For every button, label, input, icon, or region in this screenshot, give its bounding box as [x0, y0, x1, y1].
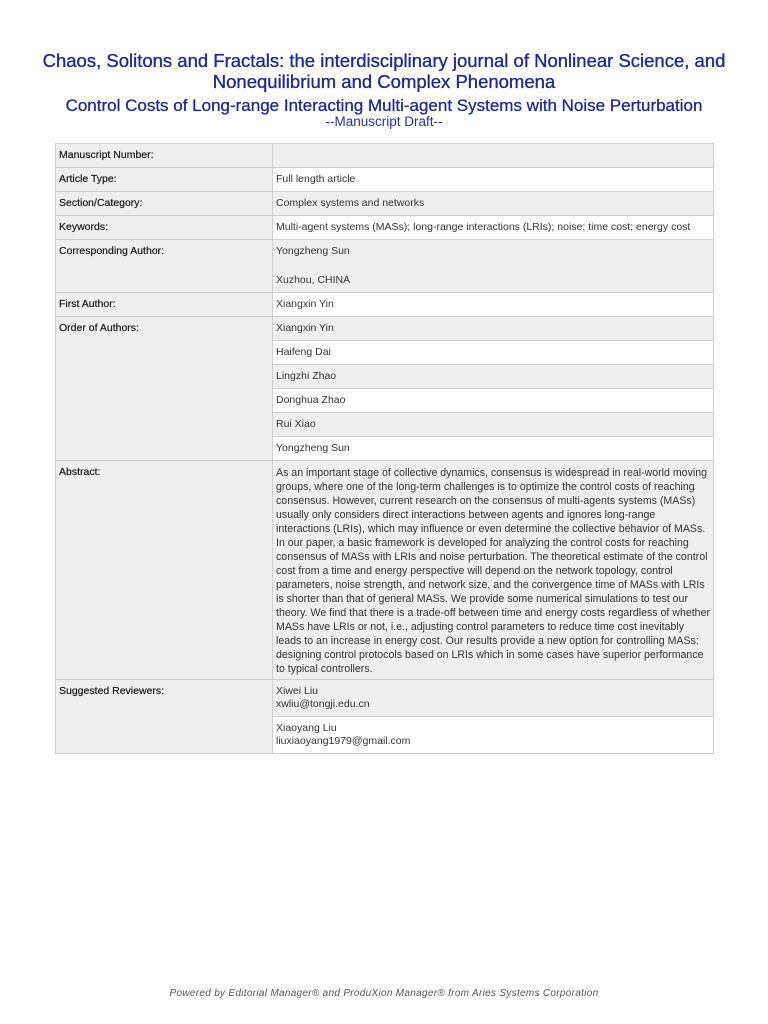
article-title: Control Costs of Long-range Interacting Multi-agent Systems with Noise Perturbation — [65, 96, 703, 115]
row-keywords — [56, 216, 714, 240]
reviewer-name: Xiaoyang Liu — [276, 722, 337, 734]
reviewer-item — [273, 680, 714, 717]
suggested-reviewers-label: Suggested Reviewers: — [56, 680, 273, 754]
author-item: Donghua Zhao — [273, 389, 714, 413]
row-order-of-authors — [56, 317, 714, 341]
corresponding-author-location: Xuzhou, CHINA — [276, 274, 351, 286]
abstract-label: Abstract: — [56, 461, 273, 680]
corresponding-author-value — [273, 240, 714, 293]
row-suggested-reviewers — [56, 680, 714, 717]
manuscript-details-table — [55, 143, 714, 754]
spacer — [276, 258, 710, 274]
row-section-category — [56, 192, 714, 216]
article-type-label: Article Type: — [56, 168, 273, 192]
manuscript-number-value — [273, 144, 714, 168]
author-item: Rui Xiao — [273, 413, 714, 437]
order-of-authors-label: Order of Authors: — [56, 317, 273, 461]
first-author-value: Xiangxin Yin — [273, 293, 714, 317]
first-author-label: First Author: — [56, 293, 273, 317]
row-article-type — [56, 168, 714, 192]
author-item: Xiangxin Yin — [273, 317, 714, 341]
row-manuscript-number — [56, 144, 714, 168]
reviewer-email: liuxiaoyang1979@gmail.com — [276, 735, 411, 747]
manuscript-number-label: Manuscript Number: — [56, 144, 273, 168]
abstract-text: As an important stage of collective dynamics, consensus is widespread in real-world moving groups, where one of the long-term challenges is to optimize the control costs of reaching consensus. However, current research on the consensus of multi-agents systems (MASs) usually only considers direct interactions between agents and ignores long-range interactions (LRIs), which may influence or even determine the collective behavior of MASs. In our paper, a basic framework is developed for analyzing the control costs for reaching consensus of MASs with LRIs and noise perturbation. The theoretical estimate of the control cost from a time and energy perspective will depend on the network topology, control parameters, noise strength, and network size, and the convergence time of MASs with LRIs is shorter than that of general MASs. We provide some numerical simulations to test our theory. We find that there is a trade-off between time and energy costs regardless of whether MASs have LRIs or not, i.e., adjusting control parameters to reduce time cost inevitably leads to an increase in energy cost. Our results provide a new option for controlling MASs: designing control protocols based on LRIs which in some cases have superior performance to typical controllers. — [273, 461, 714, 680]
reviewer-email: xwliu@tongji.edu.cn — [276, 698, 370, 710]
footer-powered-by: Powered by Editorial Manager® and ProduXion Manager® from Aries Systems Corporation — [169, 988, 599, 999]
author-item: Yongzheng Sun — [273, 437, 714, 461]
article-type-value: Full length article — [273, 168, 714, 192]
author-item: Lingzhi Zhao — [273, 365, 714, 389]
corresponding-author-label: Corresponding Author: — [56, 240, 273, 293]
section-category-label: Section/Category: — [56, 192, 273, 216]
journal-title: Chaos, Solitons and Fractals: the interdisciplinary journal of Nonlinear Science, and Nonequilibrium and Complex Phenomena — [42, 50, 726, 92]
section-category-value: Complex systems and networks — [273, 192, 714, 216]
reviewer-name: Xiwei Liu — [276, 685, 319, 697]
manuscript-draft-label: --Manuscript Draft-- — [325, 114, 443, 129]
row-first-author — [56, 293, 714, 317]
row-corresponding-author — [56, 240, 714, 293]
row-abstract — [56, 461, 714, 680]
reviewer-item — [273, 717, 714, 754]
keywords-label: Keywords: — [56, 216, 273, 240]
corresponding-author-name: Yongzheng Sun — [276, 245, 350, 257]
keywords-value: Multi-agent systems (MASs); long-range interactions (LRIs); noise; time cost; energy cost — [273, 216, 714, 240]
author-item: Haifeng Dai — [273, 341, 714, 365]
